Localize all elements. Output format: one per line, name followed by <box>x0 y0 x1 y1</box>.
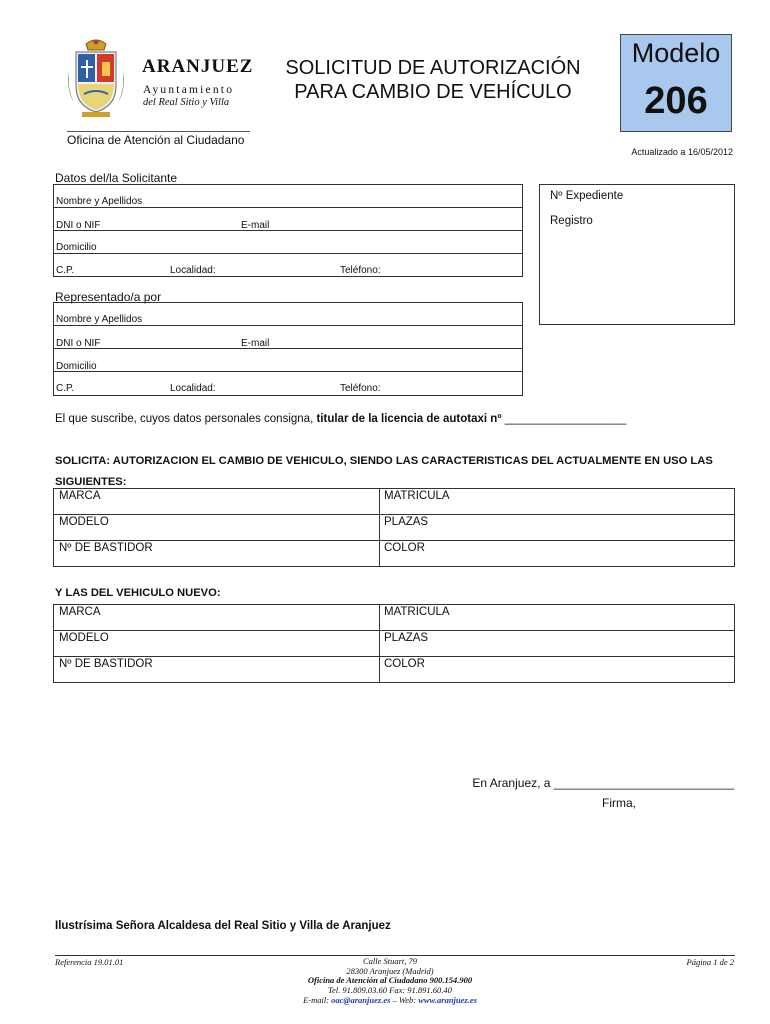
org-subtitle: Ayuntamiento <box>143 84 235 96</box>
divider <box>53 348 523 349</box>
divider <box>53 514 735 515</box>
declaration-license: titular de la licencia de autotaxi nº <box>316 413 502 425</box>
signature-label: Firma, <box>602 796 636 810</box>
applicant-address-field[interactable]: Domicilio <box>56 242 97 253</box>
declaration-text <box>55 413 626 425</box>
representative-address-field[interactable]: Domicilio <box>56 361 97 372</box>
representative-city-field[interactable]: Localidad: <box>170 383 216 394</box>
representative-phone-field[interactable]: Teléfono: <box>340 383 381 394</box>
new-color-field[interactable]: COLOR <box>384 658 425 670</box>
footer-street: Calle Stuart, 79 <box>362 956 418 966</box>
applicant-email-field[interactable]: E-mail <box>241 220 270 231</box>
new-model-field[interactable]: MODELO <box>59 632 109 644</box>
divider <box>53 325 523 326</box>
divider <box>53 656 735 657</box>
web-link[interactable]: www.aranjuez.es <box>418 995 477 1005</box>
web-prefix: – Web: <box>390 995 419 1005</box>
office-name: Oficina de Atención al Ciudadano <box>67 133 245 147</box>
office-divider <box>67 131 250 132</box>
current-model-field[interactable]: MODELO <box>59 516 109 528</box>
footer-contact <box>220 995 560 1005</box>
divider <box>53 253 523 254</box>
org-name: ARANJUEZ <box>142 56 254 77</box>
representative-dni-field[interactable]: DNI o NIF <box>56 338 101 349</box>
reference-code: Referencia 19.01.01 <box>55 957 124 967</box>
current-brand-field[interactable]: MARCA <box>59 490 101 502</box>
applicant-cp-field[interactable]: C.P. <box>56 265 75 276</box>
divider <box>53 230 523 231</box>
current-color-field[interactable]: COLOR <box>384 542 425 554</box>
applicant-name-field[interactable]: Nombre y Apellidos <box>56 196 143 207</box>
representative-cp-field[interactable]: C.P. <box>56 383 75 394</box>
addressee: Ilustrísima Señora Alcaldesa del Real Sitio y Villa de Aranjuez <box>55 920 391 932</box>
current-seats-field[interactable]: PLAZAS <box>384 516 429 528</box>
org-subtitle-2: del Real Sitio y Villa <box>143 97 230 108</box>
divider <box>53 207 523 208</box>
applicant-phone-field[interactable]: Teléfono: <box>340 265 381 276</box>
applicant-city-field[interactable]: Localidad: <box>170 265 216 276</box>
new-plate-field[interactable]: MATRICULA <box>384 606 450 618</box>
new-seats-field[interactable]: PLAZAS <box>384 632 429 644</box>
file-number-label: Nº Expediente <box>550 190 624 202</box>
representative-email-field[interactable]: E-mail <box>241 338 270 349</box>
divider <box>53 540 735 541</box>
representative-name-field[interactable]: Nombre y Apellidos <box>56 314 143 325</box>
footer-city: 28300 Aranjuez (Madrid) <box>346 966 434 976</box>
applicant-dni-field[interactable]: DNI o NIF <box>56 220 101 231</box>
page-number: Página 1 de 2 <box>686 957 734 967</box>
form-title-line-1: SOLICITUD DE AUTORIZACIÓN <box>285 57 581 79</box>
email-link[interactable]: oac@aranjuez.es <box>331 995 391 1005</box>
license-number-field[interactable]: ___________________ <box>501 413 627 425</box>
form-title-line-2: PARA CAMBIO DE VEHÍCULO <box>294 81 572 103</box>
applicant-section-title: Datos del/la Solicitante <box>55 171 178 185</box>
current-plate-field[interactable]: MATRICULA <box>384 490 450 502</box>
request-text: SOLICITA: AUTORIZACION EL CAMBIO DE VEHICULO, SIENDO LAS CARACTERISTICAS DEL ACTUALMENTE EN USO LAS SIGUIENTES: <box>55 455 713 488</box>
footer-phones: Tel. 91.809.03.60 Fax: 91.891.60.40 <box>328 985 452 995</box>
divider <box>53 630 735 631</box>
registry-label: Registro <box>550 215 593 227</box>
divider <box>379 488 380 567</box>
representative-section-title: Representado/a por <box>55 290 162 304</box>
new-chassis-field[interactable]: Nº DE BASTIDOR <box>59 658 153 670</box>
email-prefix: E-mail: <box>303 995 332 1005</box>
declaration-intro: El que suscribe, cuyos datos personales consigna, <box>55 413 317 425</box>
current-chassis-field[interactable]: Nº DE BASTIDOR <box>59 542 153 554</box>
registry-box <box>539 184 735 325</box>
divider <box>53 371 523 372</box>
new-brand-field[interactable]: MARCA <box>59 606 101 618</box>
updated-date: Actualizado a 16/05/2012 <box>631 147 733 157</box>
new-vehicle-title: Y LAS DEL VEHICULO NUEVO: <box>55 587 221 599</box>
footer-office: Oficina de Atención al Ciudadano 900.154.900 <box>307 975 473 985</box>
model-number: 206 <box>644 80 708 122</box>
divider <box>379 604 380 683</box>
coat-of-arms-logo <box>64 38 128 118</box>
place-date-field[interactable]: En Aranjuez, a ___________________________ <box>472 776 734 790</box>
model-label: Modelo <box>631 38 721 68</box>
